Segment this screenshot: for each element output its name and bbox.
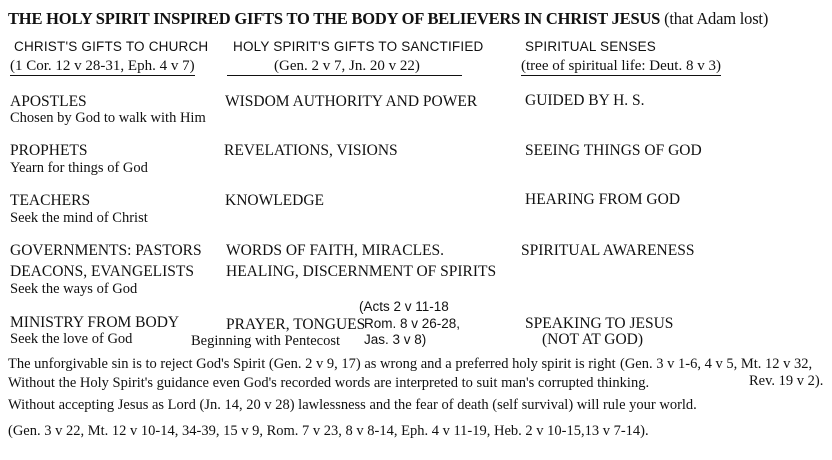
church-gift-apostles: APOSTLES <box>10 93 87 110</box>
column-ref-senses: (tree of spiritual life: Deut. 8 v 3) <box>521 58 721 74</box>
footer-line-unforgivable: The unforgivable sin is to reject God's Spirit (Gen. 2 v 9, 17) as wrong and a preferred holy spirit is right <box>8 356 616 372</box>
page-title-main: THE HOLY SPIRIT INSPIRED GIFTS TO THE BODY OF BELIEVERS IN CHRIST JESUS <box>8 9 661 28</box>
sense-seeing: SEEING THINGS OF GOD <box>525 142 702 159</box>
church-gift-ministry: MINISTRY FROM BODY <box>10 314 180 331</box>
tongues-ref-acts: (Acts 2 v 11-18 <box>359 299 449 314</box>
church-gift-governments-desc: Seek the ways of God <box>10 281 138 297</box>
sense-speaking: SPEAKING TO JESUS <box>525 315 674 332</box>
spirit-gift-prayer-tongues: PRAYER, TONGUES <box>226 316 366 333</box>
spirit-gift-faith-miracles: WORDS OF FAITH, MIRACLES. <box>226 242 445 259</box>
footer-line-lawlessness: Without accepting Jesus as Lord (Jn. 14, 20 v 28) lawlessness and the fear of death (self survival) will rule your world. <box>8 397 697 413</box>
church-gift-teachers-desc: Seek the mind of Christ <box>10 210 148 226</box>
footer-line-unforgivable-ref: (Gen. 3 v 1-6, 4 v 5, Mt. 12 v 32, <box>620 356 813 372</box>
footer-references: (Gen. 3 v 22, Mt. 12 v 10-14, 34-39, 15 v 9, Rom. 7 v 23, 8 v 8-14, Eph. 4 v 11-19, Heb. 2 v 10-15,13 v 7-14). <box>8 423 649 439</box>
column-ref-gifts: (Gen. 2 v 7, Jn. 20 v 22) <box>227 59 462 76</box>
church-gift-governments: GOVERNMENTS: PASTORS <box>10 242 202 259</box>
page-title-note: (that Adam lost) <box>664 9 769 28</box>
sense-speaking-note: (NOT AT GOD) <box>542 331 644 348</box>
church-gift-deacons: DEACONS, EVANGELISTS <box>10 263 195 280</box>
church-gift-ministry-desc: Seek the love of God <box>10 331 133 347</box>
spirit-gift-healing: HEALING, DISCERNMENT OF SPIRITS <box>226 263 497 280</box>
footer-line-guidance: Without the Holy Spirit's guidance even God's recorded words are interpreted to suit man's corrupted thinking. <box>8 375 650 391</box>
spirit-gift-knowledge: KNOWLEDGE <box>225 192 325 209</box>
church-gift-prophets: PROPHETS <box>10 142 88 159</box>
sense-hearing: HEARING FROM GOD <box>525 191 681 208</box>
spirit-gift-pentecost: Beginning with Pentecost <box>191 333 341 349</box>
spirit-gift-revelations: REVELATIONS, VISIONS <box>224 142 398 159</box>
tongues-ref-rom: Rom. 8 v 26-28, <box>364 316 461 331</box>
column-heading-senses: SPIRITUAL SENSES <box>525 39 656 54</box>
sense-guided: GUIDED BY H. S. <box>525 92 645 109</box>
church-gift-apostles-desc: Chosen by God to walk with Him <box>10 110 206 126</box>
spirit-gift-wisdom: WISDOM AUTHORITY AND POWER <box>225 93 478 110</box>
church-gift-teachers: TEACHERS <box>10 192 91 209</box>
column-heading-church: CHRIST'S GIFTS TO CHURCH <box>14 39 209 54</box>
sense-awareness: SPIRITUAL AWARENESS <box>521 242 695 259</box>
footer-line-guidance-ref: Rev. 19 v 2). <box>749 373 824 389</box>
column-heading-gifts: HOLY SPIRIT'S GIFTS TO SANCTIFIED <box>233 39 484 54</box>
page-title <box>8 11 768 28</box>
column-ref-church: (1 Cor. 12 v 28-31, Eph. 4 v 7) <box>10 58 195 74</box>
church-gift-prophets-desc: Yearn for things of God <box>10 160 148 176</box>
tongues-ref-jas: Jas. 3 v 8) <box>364 332 427 347</box>
